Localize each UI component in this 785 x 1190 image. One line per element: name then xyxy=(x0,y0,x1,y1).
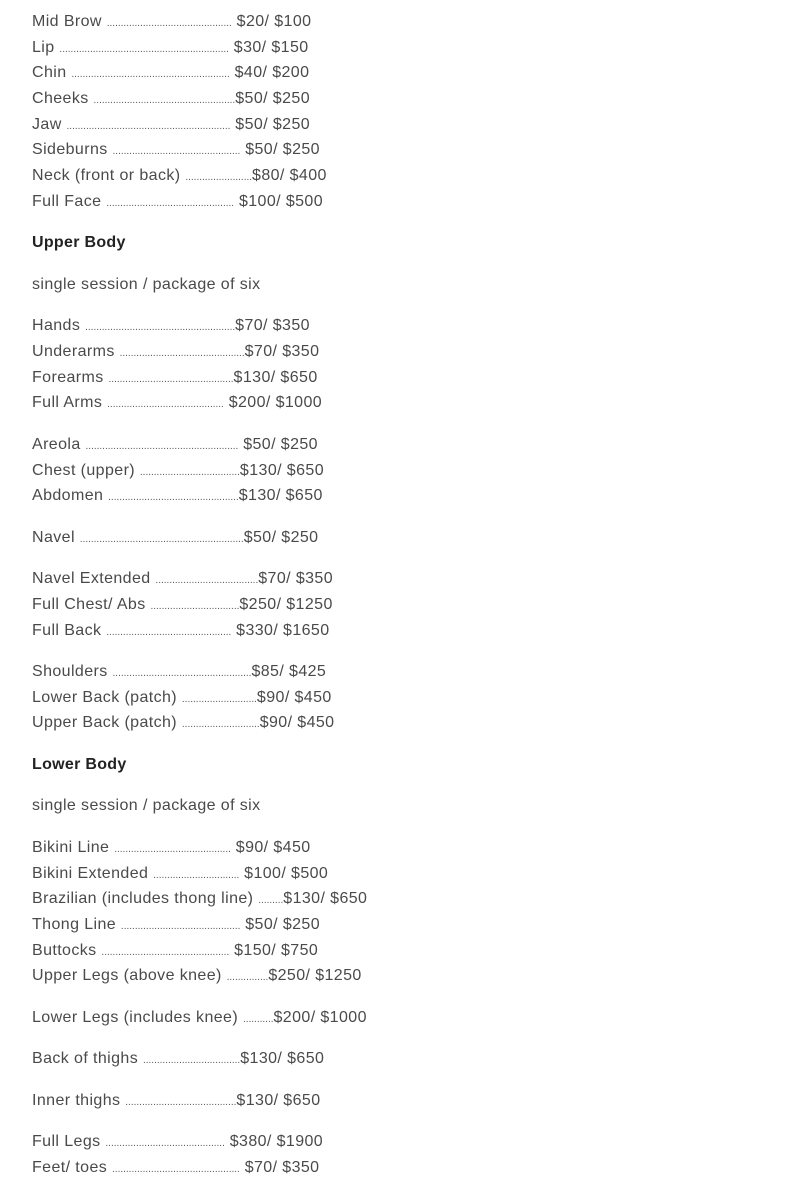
service-price: $130/ $650 xyxy=(238,487,323,505)
service-label: Full Chest/ Abs xyxy=(32,595,146,613)
price-row xyxy=(32,912,785,938)
service-price: $130/ $650 xyxy=(233,368,318,386)
price-row xyxy=(32,390,785,416)
dot-leader: ............................................... xyxy=(108,492,239,504)
price-row xyxy=(32,163,785,189)
price-row xyxy=(32,9,785,35)
dot-leader: ............................................. xyxy=(106,626,232,638)
dot-leader: .......................................... xyxy=(114,843,231,855)
price-row xyxy=(32,1005,785,1031)
price-row xyxy=(32,685,785,711)
price-row xyxy=(32,86,785,112)
service-price: $130/ $650 xyxy=(283,890,368,908)
price-group xyxy=(32,659,785,736)
dot-leader: .............................................. xyxy=(112,1163,240,1175)
service-price: $380/ $1900 xyxy=(229,1133,324,1151)
price-row xyxy=(32,112,785,138)
price-group xyxy=(32,835,785,989)
price-row xyxy=(32,1129,785,1155)
price-row xyxy=(32,137,785,163)
service-price: $130/ $650 xyxy=(239,461,324,479)
service-price: $50/ $250 xyxy=(235,90,310,108)
service-label: Sideburns xyxy=(32,141,108,159)
price-row xyxy=(32,35,785,61)
dot-leader: ........................................ xyxy=(125,1096,237,1108)
service-label: Full Legs xyxy=(32,1133,101,1151)
dot-leader: ..................................... xyxy=(155,575,259,587)
price-row xyxy=(32,525,785,551)
service-price: $150/ $750 xyxy=(234,941,319,959)
service-label: Cheeks xyxy=(32,90,89,108)
service-price: $90/ $450 xyxy=(235,838,311,856)
price-row xyxy=(32,710,785,736)
dot-leader: ............................................................. xyxy=(59,43,229,55)
dot-leader: ................................... xyxy=(142,1055,241,1067)
service-price: $70/ $350 xyxy=(258,570,334,588)
section-heading: Lower Body xyxy=(32,755,127,773)
service-label: Underarms xyxy=(32,342,115,360)
service-label: Brazilian (includes thong line) xyxy=(32,890,254,908)
price-row xyxy=(32,1088,785,1114)
service-price: $130/ $650 xyxy=(240,1050,325,1068)
price-row xyxy=(32,60,785,86)
service-price: $50/ $250 xyxy=(243,435,318,453)
service-price: $250/ $1250 xyxy=(239,595,333,613)
service-price: $330/ $1650 xyxy=(236,621,330,639)
price-group xyxy=(32,432,785,509)
service-label: Chest (upper) xyxy=(32,461,136,479)
price-row xyxy=(32,365,785,391)
service-price: $100/ $500 xyxy=(244,864,329,882)
price-row xyxy=(32,938,785,964)
dot-leader: .............................................. xyxy=(106,197,235,209)
service-label: Chin xyxy=(32,64,67,82)
service-price: $200/ $1000 xyxy=(228,394,323,412)
dot-leader: ....................................................... xyxy=(85,440,239,452)
service-price: $50/ $250 xyxy=(243,528,319,546)
service-price: $100/ $500 xyxy=(238,192,324,210)
service-label: Upper Legs (above knee) xyxy=(32,967,222,985)
service-price: $30/ $150 xyxy=(233,38,309,56)
price-row xyxy=(32,592,785,618)
price-row xyxy=(32,189,785,215)
service-price: $70/ $350 xyxy=(235,317,310,335)
dot-leader: ........................................... xyxy=(120,920,241,932)
price-row xyxy=(32,861,785,887)
price-group xyxy=(32,313,785,416)
price-row xyxy=(32,963,785,989)
price-group xyxy=(32,1129,785,1180)
price-group xyxy=(32,1088,785,1114)
service-price: $70/ $350 xyxy=(244,1158,320,1176)
service-label: Shoulders xyxy=(32,663,108,681)
dot-leader: ............................ xyxy=(181,719,260,731)
dot-leader: ................................ xyxy=(150,600,240,612)
service-label: Neck (front or back) xyxy=(32,167,181,185)
section-heading: Upper Body xyxy=(32,234,126,252)
service-label: Lip xyxy=(32,38,55,56)
price-row xyxy=(32,618,785,644)
price-row xyxy=(32,339,785,365)
price-row xyxy=(32,458,785,484)
price-row xyxy=(32,886,785,912)
dot-leader: ................................................... xyxy=(93,95,236,107)
dot-leader: ........................................................... xyxy=(79,533,244,545)
price-group xyxy=(32,1005,785,1031)
pricing-note: single session / package of six xyxy=(32,797,261,815)
price-row xyxy=(32,313,785,339)
dot-leader: ........... xyxy=(242,1013,274,1025)
service-label: Upper Back (patch) xyxy=(32,714,178,732)
dot-leader: ............................................. xyxy=(119,347,245,359)
service-label: Buttocks xyxy=(32,941,97,959)
dot-leader: ............... xyxy=(226,972,269,984)
price-row xyxy=(32,1155,785,1181)
service-price: $90/ $450 xyxy=(259,714,335,732)
pricing-note: single session / package of six xyxy=(32,275,261,293)
service-price: $20/ $100 xyxy=(236,13,312,30)
service-price: $80/ $400 xyxy=(252,167,327,185)
price-row xyxy=(32,835,785,861)
service-price: $85/ $425 xyxy=(251,663,327,681)
price-group xyxy=(32,1046,785,1072)
dot-leader: ........................................... xyxy=(105,1138,225,1150)
dot-leader: .................................................. xyxy=(112,668,252,680)
service-label: Abdomen xyxy=(32,487,104,505)
service-label: Bikini Extended xyxy=(32,864,149,882)
service-label: Feet/ toes xyxy=(32,1158,108,1176)
service-label: Back of thighs xyxy=(32,1050,139,1068)
price-row xyxy=(32,1046,785,1072)
service-label: Navel xyxy=(32,528,75,546)
price-group xyxy=(32,9,785,215)
service-label: Thong Line xyxy=(32,915,117,933)
service-price: $50/ $250 xyxy=(245,141,320,159)
service-label: Full Back xyxy=(32,621,102,639)
service-label: Jaw xyxy=(32,115,62,133)
service-label: Forearms xyxy=(32,368,104,386)
price-row xyxy=(32,659,785,685)
price-row xyxy=(32,483,785,509)
service-price: $70/ $350 xyxy=(244,342,320,360)
price-group xyxy=(32,566,785,643)
price-row xyxy=(32,566,785,592)
service-label: Full Face xyxy=(32,192,102,210)
price-row xyxy=(32,432,785,458)
service-label: Navel Extended xyxy=(32,570,151,588)
dot-leader: ............................................. xyxy=(106,18,232,29)
dot-leader: ........................................................... xyxy=(66,120,231,132)
dot-leader: ......... xyxy=(258,895,284,907)
service-label: Full Arms xyxy=(32,394,103,412)
service-label: Lower Back (patch) xyxy=(32,688,178,706)
dot-leader: ............................... xyxy=(153,869,240,881)
service-price: $50/ $250 xyxy=(245,915,321,933)
dot-leader: .............................................. xyxy=(101,946,230,958)
service-label: Lower Legs (includes knee) xyxy=(32,1008,239,1026)
service-price: $90/ $450 xyxy=(256,688,332,706)
service-price: $200/ $1000 xyxy=(273,1008,367,1026)
price-group xyxy=(32,525,785,551)
dot-leader: .............................................. xyxy=(112,146,241,158)
service-label: Areola xyxy=(32,435,81,453)
dot-leader: ............................................. xyxy=(108,373,234,385)
dot-leader: ........................... xyxy=(181,693,257,705)
dot-leader: ........................ xyxy=(185,172,253,184)
service-label: Hands xyxy=(32,317,81,335)
service-label: Inner thighs xyxy=(32,1091,121,1109)
service-price: $250/ $1250 xyxy=(268,967,362,985)
service-label: Mid Brow xyxy=(32,13,102,30)
service-price: $130/ $650 xyxy=(236,1091,321,1109)
service-price: $50/ $250 xyxy=(235,115,311,133)
service-price: $40/ $200 xyxy=(234,64,310,82)
dot-leader: ......................................................... xyxy=(71,69,230,81)
dot-leader: .......................................... xyxy=(107,399,224,411)
dot-leader: .................................... xyxy=(139,466,240,478)
service-label: Bikini Line xyxy=(32,838,110,856)
dot-leader: ...................................................... xyxy=(85,322,236,334)
